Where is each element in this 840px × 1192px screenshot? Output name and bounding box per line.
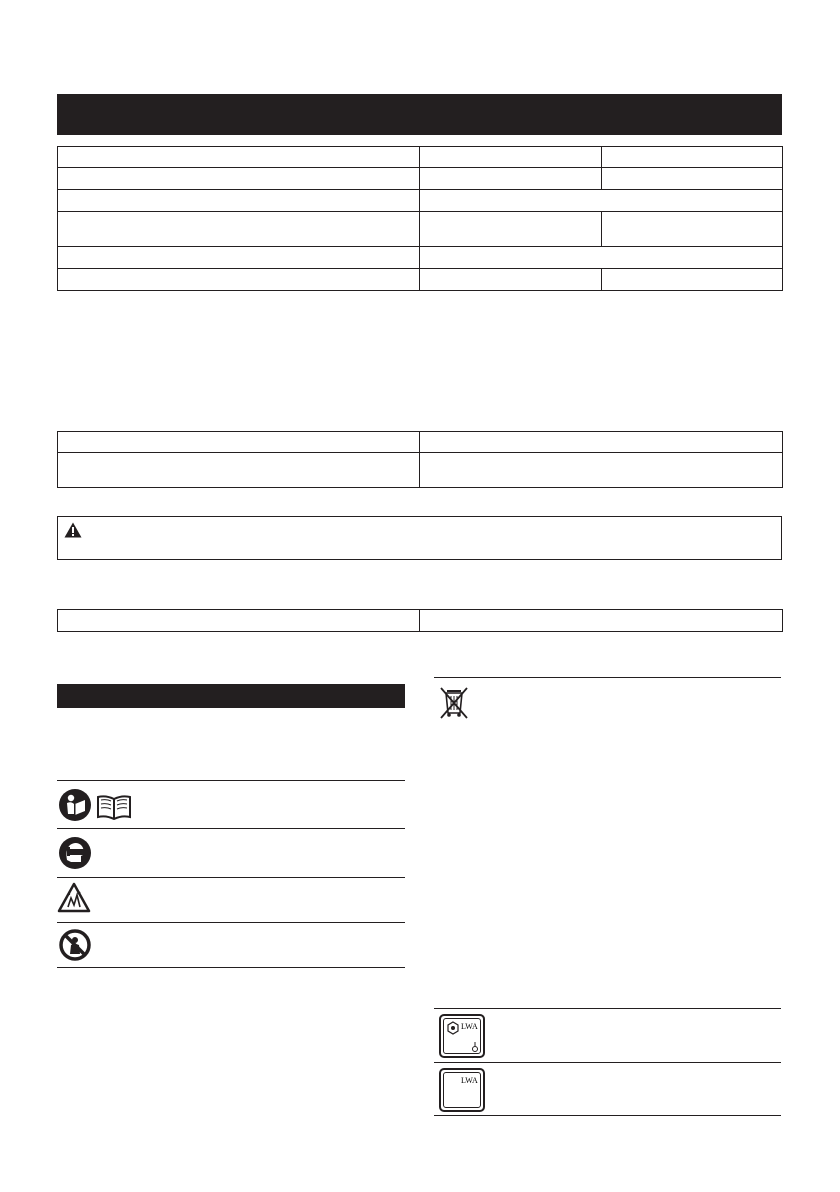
lwa-label: LWA [461, 1022, 478, 1031]
symbols-section-bar [57, 684, 405, 708]
table-cell [58, 269, 420, 291]
table-row [58, 147, 783, 168]
table-cell [58, 190, 420, 212]
sound-power-level-icon [439, 1014, 485, 1058]
symbol-divider [434, 677, 781, 678]
table-cell [58, 453, 420, 488]
lwa-label: LWA [461, 1076, 478, 1085]
safety-goggles-icon [58, 836, 92, 870]
table-cell [420, 610, 783, 632]
book-icon [96, 794, 132, 820]
table-cell [420, 453, 783, 488]
symbol-divider [57, 780, 405, 781]
symbol-divider [434, 1062, 781, 1063]
table-cell [58, 432, 420, 453]
table-cell [602, 269, 783, 291]
table-cell [58, 610, 420, 632]
vibration-table [57, 609, 783, 632]
table-cell [420, 168, 602, 190]
table-row [58, 190, 783, 212]
noise-table [57, 431, 783, 488]
table-row [58, 453, 783, 488]
read-manual-person-icon [58, 788, 92, 822]
table-cell [58, 212, 420, 247]
specifications-table [57, 146, 783, 291]
warning-triangle-icon [64, 522, 82, 538]
table-cell [420, 190, 783, 212]
table-cell [420, 212, 602, 247]
warning-box [57, 516, 782, 560]
table-row [58, 212, 783, 247]
symbol-divider [57, 922, 405, 923]
table-row [58, 269, 783, 291]
table-row [58, 610, 783, 632]
sound-power-box-icon [439, 1068, 485, 1112]
section-header-bar [57, 94, 782, 135]
table-cell [602, 212, 783, 247]
symbol-divider [434, 1115, 781, 1116]
table-cell [420, 147, 602, 168]
table-cell [420, 247, 783, 269]
table-cell [420, 269, 602, 291]
table-row [58, 432, 783, 453]
table-cell [58, 147, 420, 168]
prohibition-bystanders-icon [58, 928, 92, 962]
symbol-divider [57, 967, 405, 968]
table-cell [420, 432, 783, 453]
symbol-divider [57, 828, 405, 829]
table-row [58, 168, 783, 190]
symbol-divider [434, 1008, 781, 1009]
flying-debris-warning-icon [57, 882, 91, 914]
symbol-divider [57, 877, 405, 878]
table-cell [602, 168, 783, 190]
crossed-out-bin-icon [439, 686, 469, 720]
table-cell [602, 147, 783, 168]
table-cell [58, 168, 420, 190]
table-row [58, 247, 783, 269]
table-cell [58, 247, 420, 269]
